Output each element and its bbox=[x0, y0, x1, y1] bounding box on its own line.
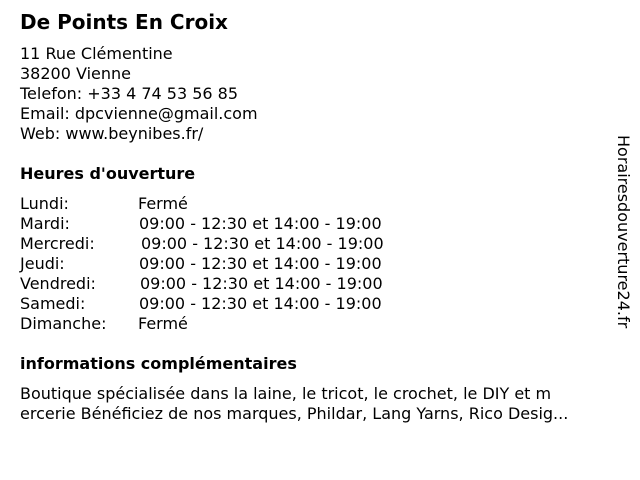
day-label: Jeudi: bbox=[20, 254, 65, 273]
info-line: ercerie Bénéficiez de nos marques, Phildar, Lang Yarns, Rico Desig... bbox=[20, 404, 569, 423]
day-hours: 09:00 - 12:30 et 14:00 - 19:00 bbox=[139, 294, 382, 313]
website: Web: www.beynibes.fr/ bbox=[20, 124, 204, 143]
day-label: Samedi: bbox=[20, 294, 86, 313]
business-name: De Points En Croix bbox=[20, 10, 228, 34]
day-hours: 09:00 - 12:30 et 14:00 - 19:00 bbox=[139, 214, 382, 233]
day-label: Mercredi: bbox=[20, 234, 95, 253]
day-label: Mardi: bbox=[20, 214, 70, 233]
hours-heading: Heures d'ouverture bbox=[20, 164, 196, 183]
day-hours: Fermé bbox=[138, 194, 188, 213]
day-hours: 09:00 - 12:30 et 14:00 - 19:00 bbox=[139, 254, 382, 273]
day-label: Vendredi: bbox=[20, 274, 96, 293]
day-hours: 09:00 - 12:30 et 14:00 - 19:00 bbox=[141, 234, 384, 253]
street-address: 11 Rue Clémentine bbox=[20, 44, 173, 63]
info-line: Boutique spécialisée dans la laine, le tricot, le crochet, le DIY et m bbox=[20, 384, 552, 403]
info-heading: informations complémentaires bbox=[20, 354, 297, 373]
info-description bbox=[20, 384, 568, 424]
day-label: Dimanche: bbox=[20, 314, 107, 333]
watermark-text: Horairesdouverture24.fr bbox=[614, 135, 633, 329]
email-address: Email: dpcvienne@gmail.com bbox=[20, 104, 258, 123]
day-label: Lundi: bbox=[20, 194, 69, 213]
site-watermark bbox=[611, 135, 635, 375]
day-hours: 09:00 - 12:30 et 14:00 - 19:00 bbox=[140, 274, 383, 293]
city-address: 38200 Vienne bbox=[20, 64, 131, 83]
day-hours: Fermé bbox=[138, 314, 188, 333]
phone-number: Telefon: +33 4 74 53 56 85 bbox=[20, 84, 239, 103]
address-block bbox=[20, 44, 258, 144]
